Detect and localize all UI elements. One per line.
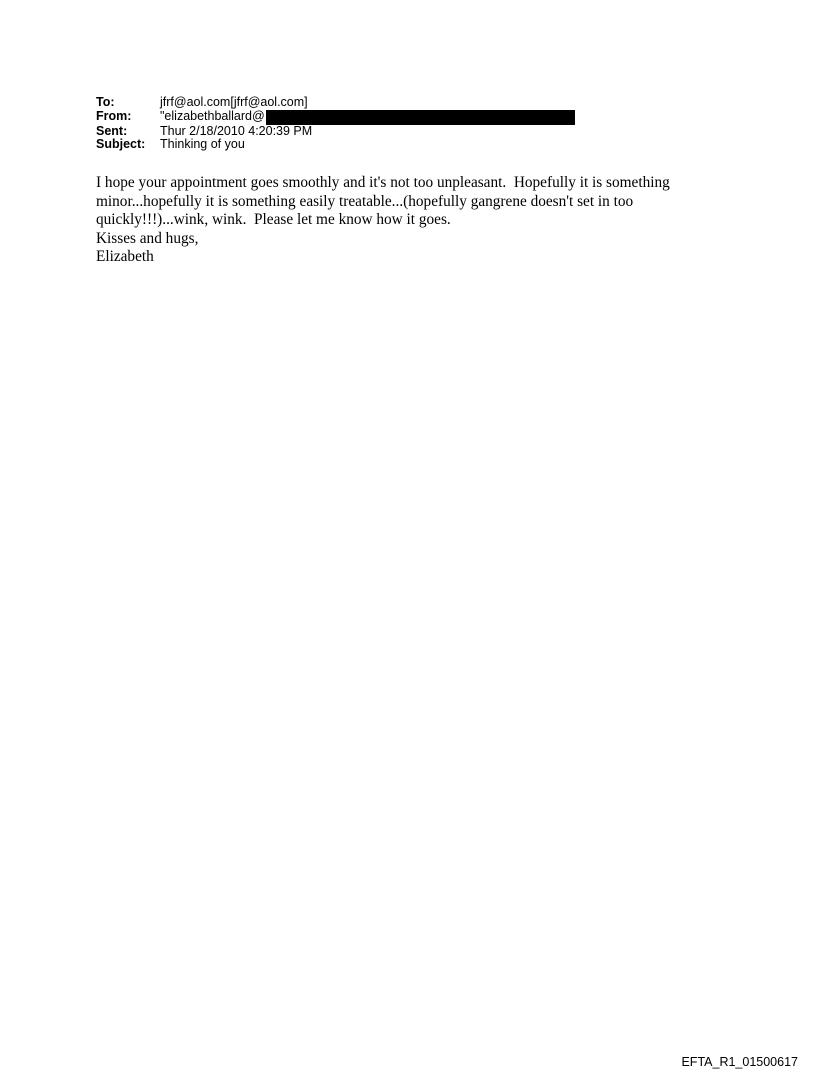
from-value-wrapper	[160, 110, 575, 125]
sent-value: Thur 2/18/2010 4:20:39 PM	[160, 123, 313, 138]
redaction-block	[266, 110, 575, 125]
body-line: quickly!!!)...wink, wink. Please let me know how it goes.	[96, 211, 451, 229]
email-body	[96, 174, 670, 267]
subject-value: Thinking of you	[160, 137, 245, 151]
document-id: EFTA_R1_01500617	[681, 1055, 798, 1069]
from-value: "elizabethballard@	[160, 109, 265, 124]
sent-row	[96, 125, 575, 139]
to-value: jfrf@aol.com[jfrf@aol.com]	[160, 95, 308, 109]
to-label: To:	[96, 95, 115, 109]
body-line: Kisses and hugs,	[96, 229, 199, 247]
from-row	[96, 110, 575, 125]
subject-label: Subject:	[96, 137, 146, 151]
sent-label: Sent:	[96, 123, 128, 138]
from-label: From:	[96, 108, 132, 123]
subject-row	[96, 138, 575, 152]
body-line: Elizabeth	[96, 248, 154, 266]
body-line: minor...hopefully it is something easily treatable...(hopefully gangrene doesn't set in too	[96, 192, 634, 210]
to-row	[96, 96, 575, 110]
body-line: I hope your appointment goes smoothly and it's not too unpleasant. Hopefully it is something	[96, 174, 670, 191]
email-header	[96, 96, 575, 152]
